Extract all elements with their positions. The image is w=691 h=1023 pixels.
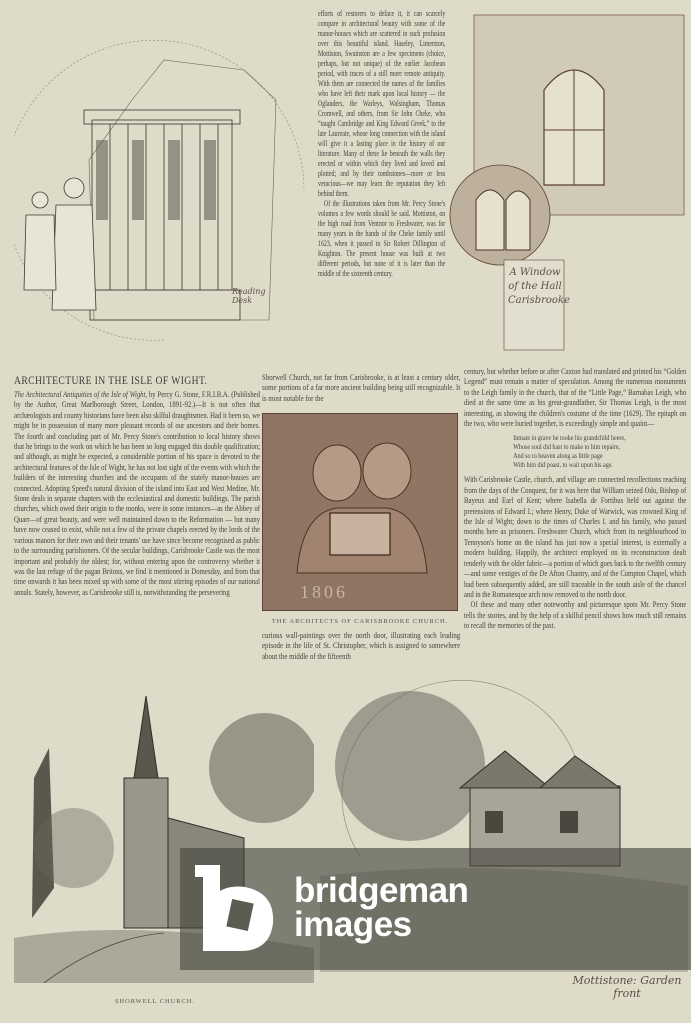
article-paragraph (14, 390, 260, 598)
epitaph-verse (464, 433, 686, 469)
article-column-middle-bottom (262, 631, 460, 662)
verse-line: Inmate in grave he tooke his grandchild heere, (513, 433, 626, 443)
article-body-text: by Percy G. Stone, F.R.I.B.A. (Published by the Author, Great Marlborough Street, London, 1891-92.)—It is not often that archæologists and county historians have been also skilful draughtsmen. Had it been so, we might be in possession of many more pleasant records of our ancestors and their homes. The fourth and concluding part of Mr. Percy Stone's contribution to local history shows that he brings to the work on which he has been so long engaged this double qualification; and although, as might be expected, a considerable portion of his space is devoted to the architectural features of the Isle of Wight, he has not lost sight of the events with which the builders of the interesting churches and the occupants of the stately manor-houses are connected. Adopting Speed's natural division of the island into East and West Medine, Mr. Stone deals in separate chapters with the ecclesiastical and domestic buildings. The parish churches, which owed their origin to the monks, were in some instances—as the Abbey of Quarr—of great beauty, and were well maintained down to the Reformation — but many have now ceased to exist, while not a few of the private chapels erected by the lords of the various manors for their own and their tenants' use have since become recognised as public to the surrounding parishioners. Of the secular buildings, Carisbrooke Castle was the most important and probably the oldest; for, without entering upon the controversy whether it was the last refuge of the pagan Britons, we find it mentioned in Domesday, and from that time onwards it has been mixed up with some of the most stirring episodes of our national annals. Stately, however, as Carisbrooke still is, notwithstanding the persevering (14, 390, 261, 597)
illustration-reading-desk (14, 40, 314, 362)
article-paragraph: Shorwell Church, not far from Carisbrooke, is at least a century older, some portions of a far more ancient building being still recognizable. It is most notable for the (262, 373, 461, 403)
article-paragraph: Of these and many other noteworthy and picturesque spots Mr. Percy Stone tells the stories, and by the help of a skilful pencil shows how much still remains to recall the memories of the past. (464, 600, 687, 631)
article-paragraph: century, but whether before or after Caxton had translated and printed his “Golden Legend” must remain a matter of speculation. Among the numerous monuments to the Leigh family in the church, that of the “Little Page,” Barnabas Leigh, who died at the same time as his great-grandfather, Sir Thomas Leigh, is the most interesting, as showing the children's costume of the time (1629). The epitaph on the two, who were buried together, is exceedingly simple and quaint— (464, 367, 687, 429)
verse-line: Whose soul did hast to make to him repaire, (513, 442, 621, 452)
article-paragraph: efforts of restorers to deface it, it can scarcely compare in architectural beauty with some of the manor-houses which are scattered in such profusion over this beautiful island. Haseley, Limerston, Mottiston, Swainston are a few specimens (choice, perhaps, but not unique) of the earlier Jacobean period, with traces of a still more remote antiquity. With them are connected the names of the families who have left their mark upon local history — the Oglanders, the Warleys, Walsingham, Thomas Cromwell, and others, from Sir John Cheke, who “taught Cambridge and King Edward Greek,” to the late Laureate, whose long connection with the island will give it a lasting place in the history of our literature. Many of these lie beneath the walls they erected or within which they lived and loved and plotted; and by their tombstones—more or less veracious—we may learn the reputation they left behind them. (318, 9, 446, 198)
article-column-left (14, 373, 260, 598)
window-lettering: A Window of the Hall Carisbrooke (508, 267, 570, 306)
verse-line: With him did poast, to wait upon his age. (513, 460, 613, 470)
article-column-right (464, 367, 686, 632)
book-title: The Architectural Antiquities of the Isle of Wight, (14, 390, 148, 399)
article-paragraph: curious wall-paintings over the north door, illustrating each leading episode in the life of St. Christopher, which is assigned to somewhere about the middle of the fifteenth (262, 631, 461, 661)
article-paragraph: Of the illustrations taken from Mr. Percy Stone's volumes a few words should be said. Mottiston, on the high road from Ventnor to Freshwater, was for many years in the hands of the Cheke family until 1623, when it passed to Sir Robert Dillington of Knighton. The present house was built at two different periods, but none of it is later than the middle of the sixteenth century. (318, 199, 446, 278)
church-caption: SHORWELL CHURCH. (114, 998, 196, 1005)
garden-lettering: Mottistone: Garden front (572, 974, 682, 1000)
carved-inscription: 1806 (300, 582, 348, 602)
watermark-line1: bridgeman (294, 871, 469, 910)
bridgeman-logo-icon (195, 863, 275, 953)
carved-panel-caption: THE ARCHITECTS OF CARISBROOKE CHURCH. (271, 618, 449, 625)
article-paragraph: With Carisbrooke Castle, church, and village are connected recollections reaching from the days of the Conquest, for it was here that William seized Odo, Bishop of Bayeux and Earl of Kent; where Isabella de Fortibus held out against the pretensions of Edward I.; where Henry, Duke of Warwick, was crowned King of the Isle of Wight; down to the times of Charles I. and his family, who passed months here as prisoners. Freshwater Church, which from its neighbourhood to Tennyson's home on the island has just now a special interest, is externally a modern building. Happily, the architect employed on its reconstruction dealt tenderly with the older fabric—a portion of which goes back to the twelfth century—and some vestiges of the De Afton Chantry, and of the Compton Chapel, which had been subsequently added, are still traceable in the south aisle of the chancel and in the Romanesque arch now removed to the north door. (464, 475, 687, 599)
article-headline: ARCHITECTURE IN THE ISLE OF WIGHT. (14, 373, 208, 387)
article-column-middle-top (262, 373, 460, 404)
verse-line: And so to heaven along as little page (513, 451, 603, 461)
article-column-top-middle (318, 9, 445, 279)
watermark-line2: images (294, 905, 412, 944)
reading-desk-lettering: Reading Desk (232, 287, 266, 305)
illustration-carved-panel (262, 413, 458, 611)
watermark-banner (180, 848, 691, 970)
